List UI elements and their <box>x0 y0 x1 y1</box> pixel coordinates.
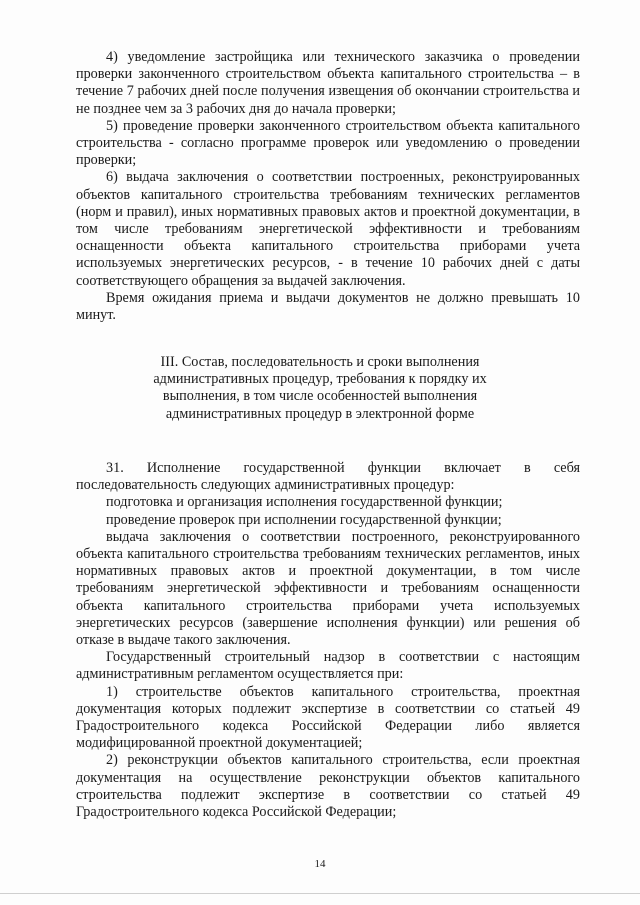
paragraph-supervision-1: 1) строительстве объектов капитального строительства, проектная документация которых подлежит экспертизе в соответствии со статьей 49 Градостроительного кодекса Российской Федерации либо является модифицированной проектной документацией; <box>76 683 580 752</box>
body-text-top <box>76 49 580 324</box>
section-heading-line: III. Состав, последовательность и сроки выполнения <box>160 354 480 370</box>
paragraph-procedure-3: выдача заключения о соответствии построенного, реконструированного объекта капитального строительства требованиям технических регламентов, иных нормативных правовых актов и проектной документации, в том числе требованиям энергетической эффективности и требованиям оснащенности объекта капитального строительства приборами учета используемых энергетических ресурсов (завершение исполнения функции) или решения об отказе в выдаче такого заключения. <box>76 528 580 649</box>
section-heading-line: административных процедур в электронной форме <box>165 405 475 422</box>
paragraph-supervision: Государственный строительный надзор в соответствии с настоящим административным регламентом осуществляется при: <box>76 649 580 683</box>
paragraph-procedure-1: подготовка и организация исполнения государственной функции; <box>106 494 503 511</box>
scan-edge-divider <box>0 893 640 894</box>
section-heading <box>120 354 520 423</box>
page-number: 14 <box>314 858 326 870</box>
paragraph-item-4: 4) уведомление застройщика или технического заказчика о проведении проверки законченного строительством объекта капитального строительства – в течение 7 рабочих дней после получения извещения об окончании строительства и не позднее чем за 3 рабочих дня до начала проверки; <box>76 49 580 117</box>
section-heading-line: административных процедур, требования к порядку их <box>153 371 487 388</box>
paragraph-waiting-time: Время ожидания приема и выдачи документов не должно превышать 10 минут. <box>76 289 580 324</box>
paragraph-procedure-2: проведение проверок при исполнении государственной функции; <box>106 511 502 528</box>
paragraph-31: 31. Исполнение государственной функции включает в себя последовательность следующих административных процедур: <box>76 460 580 494</box>
body-text-section <box>76 460 580 821</box>
paragraph-supervision-2: 2) реконструкции объектов капитального строительства, если проектная документация на осуществление реконструкции объектов капитального строительства подлежит экспертизе в соответствии со статьей 49 Градостроительного кодекса Российской Федерации; <box>76 752 580 821</box>
paragraph-item-5: 5) проведение проверки законченного строительством объекта капитального строительства - согласно программе проверок или уведомлению о проведении проверки; <box>76 117 580 169</box>
section-heading-line: выполнения, в том числе особенностей выполнения <box>162 388 478 405</box>
paragraph-item-6: 6) выдача заключения о соответствии построенных, реконструированных объектов капитального строительства требованиям технических регламентов (норм и правил), иных нормативных правовых актов и проектной документации, в том числе требованиям энергетической эффективности и требованиям оснащенности объекта капитального строительства приборами учета используемых энергетических ресурсов, - в течение 10 рабочих дней с даты соответствующего обращения за выдачей заключения. <box>76 169 580 289</box>
